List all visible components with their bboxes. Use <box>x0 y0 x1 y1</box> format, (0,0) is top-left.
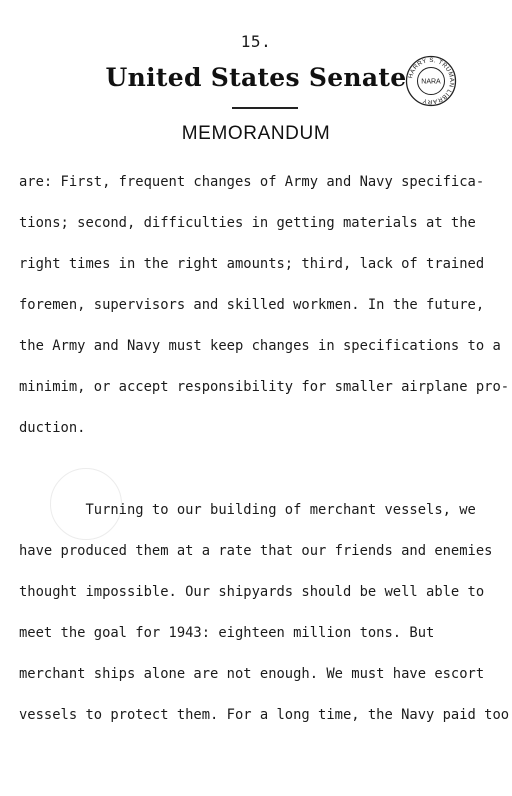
body-line: the Army and Navy must keep changes in specifications to a <box>19 338 501 354</box>
stamp-ring-text: HARRY S. TRUMAN LIBRARY <box>407 56 456 106</box>
page-number: 15. <box>240 32 272 51</box>
body-line: thought impossible. Our shipyards should be well able to <box>19 584 485 600</box>
body-line: are: First, frequent changes of Army and Navy specifica- <box>19 174 485 190</box>
memorandum-heading: MEMORANDUM <box>181 123 331 144</box>
body-line: have produced them at a rate that our friends and enemies <box>19 543 493 559</box>
body-line: merchant ships alone are not enough. We must have escort <box>19 666 485 682</box>
body-line: right times in the right amounts; third, lack of trained <box>19 256 485 272</box>
truman-library-stamp-icon <box>405 55 457 107</box>
body-line: tions; second, difficulties in getting materials at the <box>19 215 476 231</box>
body-line: meet the goal for 1943: eighteen million tons. But <box>19 625 435 641</box>
body-line: duction. <box>19 420 86 436</box>
senate-letterhead: United States Senate <box>105 63 407 92</box>
body-line: vessels to protect them. For a long time, the Navy paid too <box>19 707 510 723</box>
body-line: Turning to our building of merchant vessels, we <box>19 502 476 518</box>
body-line: minimim, or accept responsibility for smaller airplane pro- <box>19 379 510 395</box>
letterhead-rule <box>232 107 298 109</box>
memo-body <box>19 162 510 736</box>
body-line-blank <box>19 449 499 490</box>
stamp-center-text: NARA <box>421 78 441 86</box>
body-line: foremen, supervisors and skilled workmen. In the future, <box>19 297 485 313</box>
